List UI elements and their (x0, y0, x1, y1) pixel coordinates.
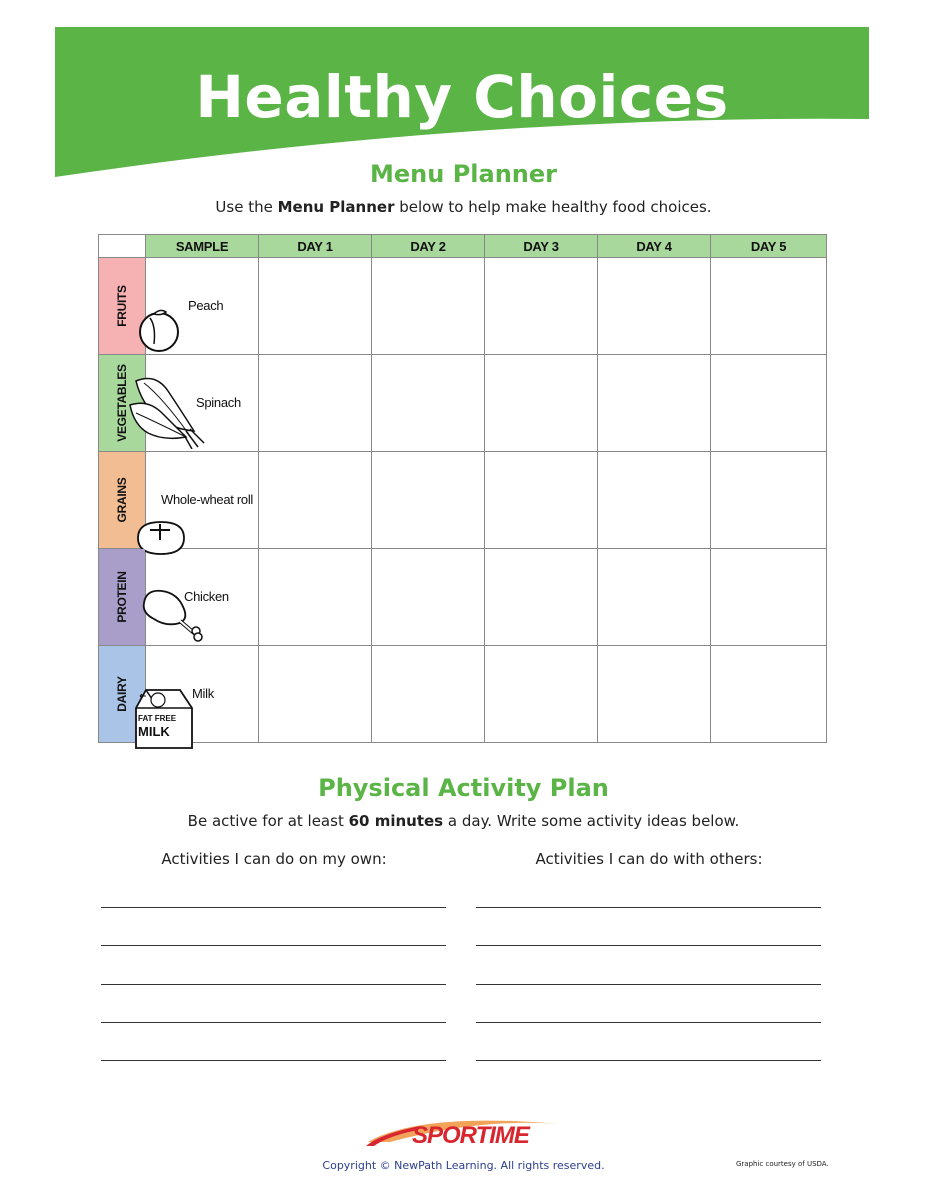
activity-plan-instruction (0, 812, 927, 830)
own-activity-line[interactable] (101, 907, 446, 908)
others-activity-line[interactable] (476, 907, 821, 908)
day-cell[interactable] (372, 646, 485, 743)
milk-carton-icon (132, 686, 196, 750)
milk-carton-text: FAT FREE (138, 714, 177, 723)
table-row (99, 355, 827, 452)
sample-cell (138, 646, 259, 743)
day-cell[interactable] (372, 258, 485, 355)
sample-food-label: Whole-wheat roll (161, 492, 254, 507)
others-activities-heading: Activities I can do with others: (535, 850, 763, 868)
day-cell[interactable] (485, 549, 598, 646)
category-label: PROTEIN (115, 571, 129, 623)
category-label: GRAINS (115, 477, 129, 523)
column-header: DAY 1 (259, 235, 372, 258)
day-cell[interactable] (259, 258, 372, 355)
instruction-text: Be active for at least (187, 812, 344, 830)
sample-cell (146, 549, 259, 646)
table-row (99, 549, 827, 646)
activity-plan-title: Physical Activity Plan (318, 774, 609, 802)
logo-text: SPORTIME (412, 1122, 529, 1149)
sample-food-label: Spinach (196, 395, 241, 410)
column-header: DAY 4 (598, 235, 711, 258)
sample-cell (146, 452, 259, 549)
column-header: DAY 5 (711, 235, 827, 258)
instruction-text: Use the (215, 198, 273, 216)
day-cell[interactable] (598, 258, 711, 355)
day-cell[interactable] (598, 549, 711, 646)
day-cell[interactable] (711, 258, 827, 355)
menu-planner-table (98, 234, 827, 743)
day-cell[interactable] (259, 646, 372, 743)
table-row (99, 452, 827, 549)
others-activity-line[interactable] (476, 1060, 821, 1061)
peach-icon (136, 304, 182, 354)
day-cell[interactable] (485, 258, 598, 355)
sample-food-label: Peach (188, 298, 224, 313)
day-cell[interactable] (259, 549, 372, 646)
day-cell[interactable] (711, 452, 827, 549)
day-cell[interactable] (372, 452, 485, 549)
day-cell[interactable] (259, 452, 372, 549)
milk-carton-text: MILK (138, 724, 170, 739)
table-row (99, 258, 827, 355)
sample-cell (146, 258, 259, 355)
day-cell[interactable] (598, 355, 711, 452)
day-cell[interactable] (372, 355, 485, 452)
day-cell[interactable] (485, 355, 598, 452)
day-cell[interactable] (598, 452, 711, 549)
others-activity-line[interactable] (476, 1022, 821, 1023)
instruction-bold: 60 minutes (348, 812, 444, 830)
sample-food-label: Milk (192, 686, 214, 701)
menu-planner-title: Menu Planner (370, 160, 557, 188)
instruction-text: a day. Write some activity ideas below. (447, 812, 740, 830)
own-activity-line[interactable] (101, 945, 446, 946)
copyright-text: Copyright © NewPath Learning. All rights reserved. (322, 1159, 605, 1172)
column-header: SAMPLE (146, 235, 259, 258)
instruction-text: below to help make healthy food choices. (399, 198, 712, 216)
day-cell[interactable] (711, 549, 827, 646)
column-header: DAY 3 (485, 235, 598, 258)
category-cell-protein (99, 549, 146, 646)
own-activity-line[interactable] (101, 1022, 446, 1023)
day-cell[interactable] (259, 355, 372, 452)
day-cell[interactable] (598, 646, 711, 743)
spinach-icon (128, 371, 208, 449)
own-activities-heading: Activities I can do on my own: (161, 850, 387, 868)
instruction-bold: Menu Planner (277, 198, 395, 216)
category-label: DAIRY (115, 676, 129, 712)
page-title: Healthy Choices (195, 63, 729, 131)
day-cell[interactable] (711, 355, 827, 452)
others-activity-line[interactable] (476, 945, 821, 946)
own-activity-line[interactable] (101, 984, 446, 985)
day-cell[interactable] (485, 646, 598, 743)
table-row (99, 646, 827, 743)
sample-food-label: Chicken (184, 589, 229, 604)
table-corner-cell (99, 235, 146, 258)
menu-planner-instruction (0, 198, 927, 216)
sample-cell (146, 355, 259, 452)
others-activity-line[interactable] (476, 984, 821, 985)
day-cell[interactable] (711, 646, 827, 743)
own-activity-line[interactable] (101, 1060, 446, 1061)
category-label: FRUITS (115, 285, 129, 327)
day-cell[interactable] (372, 549, 485, 646)
table-header-row (99, 235, 827, 258)
usda-courtesy-text: Graphic courtesy of USDA. (736, 1160, 829, 1168)
day-cell[interactable] (485, 452, 598, 549)
sportime-logo (360, 1112, 565, 1156)
category-label: VEGETABLES (115, 364, 129, 442)
chicken-leg-icon (140, 587, 212, 645)
header-banner (55, 27, 869, 179)
column-header: DAY 2 (372, 235, 485, 258)
